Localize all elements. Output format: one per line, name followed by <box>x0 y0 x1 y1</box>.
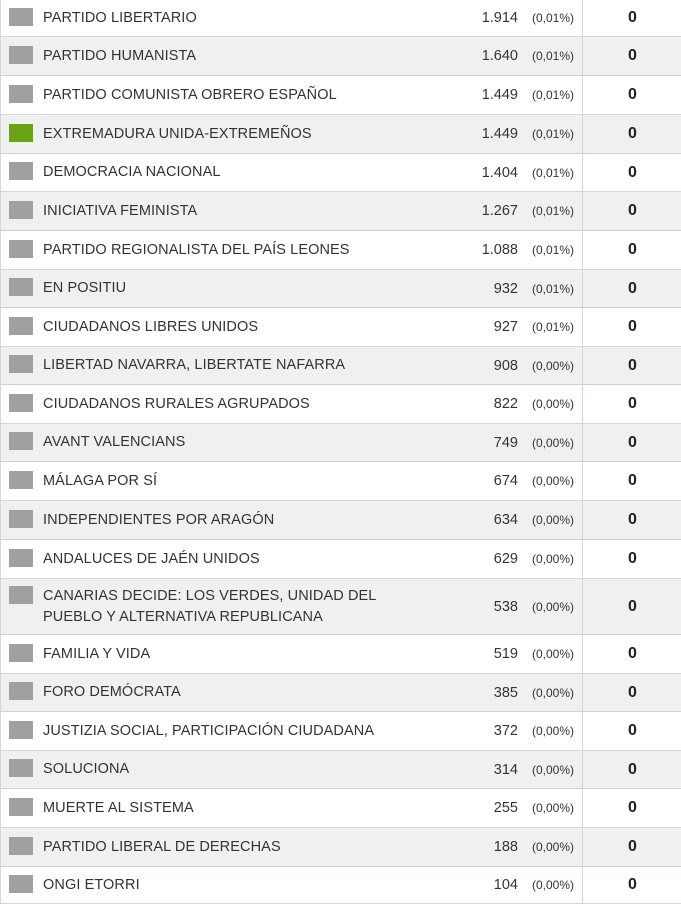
votes-value: 372 <box>493 723 518 739</box>
party-name: PARTIDO LIBERAL DE DERECHAS <box>43 838 281 855</box>
party-name: PARTIDO LIBERTARIO <box>43 9 197 26</box>
percentage-value: (0,00%) <box>532 474 575 488</box>
party-cell <box>1 644 413 665</box>
party-cell <box>1 875 413 896</box>
percentage-value: (0,01%) <box>532 204 575 218</box>
seats-value: 0 <box>582 712 681 750</box>
party-color-swatch <box>9 586 33 604</box>
party-cell <box>1 432 413 453</box>
party-row <box>1 501 681 540</box>
party-row <box>1 674 681 712</box>
votes-value: 822 <box>493 396 518 412</box>
party-color-swatch <box>9 162 33 180</box>
party-row <box>1 751 681 789</box>
votes-value: 519 <box>493 646 518 662</box>
percentage-value: (0,00%) <box>532 878 575 892</box>
votes-value: 538 <box>493 598 518 615</box>
percentage-value: (0,01%) <box>532 49 575 63</box>
votes-value: 634 <box>493 512 518 528</box>
party-color-swatch <box>9 759 33 777</box>
seats-value: 0 <box>582 308 681 346</box>
percentage-value: (0,00%) <box>532 801 575 815</box>
percentage-value: (0,01%) <box>532 127 575 141</box>
votes-value: 908 <box>493 357 518 374</box>
party-color-swatch <box>9 317 33 335</box>
percentage-value: (0,00%) <box>532 435 575 450</box>
party-cell <box>1 8 413 29</box>
party-name: DEMOCRACIA NACIONAL <box>43 164 221 180</box>
percentage-value: (0,00%) <box>532 724 575 738</box>
party-cell <box>1 837 413 858</box>
percentage-value: (0,01%) <box>532 281 575 296</box>
party-name: FAMILIA Y VIDA <box>43 645 151 662</box>
seats-value: 0 <box>582 462 681 500</box>
seats-value: 0 <box>582 501 681 539</box>
votes-value: 1.914 <box>481 10 518 26</box>
party-row <box>1 789 681 828</box>
votes-value: 629 <box>493 551 518 567</box>
percentage-value: (0,00%) <box>532 685 575 700</box>
votes-value: 1.404 <box>481 164 518 181</box>
party-cell <box>1 201 413 222</box>
party-name: INDEPENDIENTES POR ARAGÓN <box>43 511 275 528</box>
party-name: CIUDADANOS LIBRES UNIDOS <box>43 318 259 335</box>
party-color-swatch <box>9 278 33 296</box>
seats-value: 0 <box>582 0 681 36</box>
seats-value: 0 <box>582 579 681 634</box>
votes-value: 1.449 <box>481 87 518 103</box>
party-name: ANDALUCES DE JAÉN UNIDOS <box>43 550 260 567</box>
percentage-value: (0,00%) <box>532 762 575 777</box>
party-color-swatch <box>9 644 33 662</box>
party-name: EXTREMADURA UNIDA-EXTREMEÑOS <box>43 125 312 142</box>
votes-value: 1.088 <box>481 242 518 258</box>
percentage-value: (0,00%) <box>532 840 575 854</box>
votes-value: 1.267 <box>481 203 518 219</box>
party-cell <box>1 510 413 531</box>
votes-value: 385 <box>493 684 518 701</box>
party-row <box>1 0 681 37</box>
seats-value: 0 <box>582 192 681 230</box>
party-cell <box>1 46 413 67</box>
party-color-swatch <box>9 240 33 258</box>
party-color-swatch <box>9 837 33 855</box>
votes-value: 188 <box>493 839 518 855</box>
party-color-swatch <box>9 8 33 26</box>
votes-value: 749 <box>493 434 518 451</box>
party-cell <box>1 162 413 183</box>
seats-value: 0 <box>582 635 681 673</box>
party-color-swatch <box>9 549 33 567</box>
party-row <box>1 635 681 674</box>
party-name: INICIATIVA FEMINISTA <box>43 202 198 219</box>
party-row <box>1 231 681 270</box>
seats-value: 0 <box>582 231 681 269</box>
party-cell <box>1 798 413 819</box>
party-cell <box>1 278 413 299</box>
seats-value: 0 <box>582 347 681 384</box>
party-row <box>1 462 681 501</box>
party-name: SOLUCIONA <box>43 761 130 777</box>
party-row <box>1 385 681 424</box>
seats-value: 0 <box>582 674 681 711</box>
party-cell <box>1 471 413 492</box>
party-row <box>1 308 681 347</box>
party-name: MÁLAGA POR SÍ <box>43 472 158 489</box>
party-cell <box>1 586 413 628</box>
percentage-value: (0,00%) <box>532 358 575 373</box>
seats-value: 0 <box>582 424 681 461</box>
party-name: FORO DEMÓCRATA <box>43 684 181 700</box>
seats-value: 0 <box>582 37 681 75</box>
party-cell <box>1 355 413 376</box>
party-name: CANARIAS DECIDE: LOS VERDES, UNIDAD DEL PUEBLO Y ALTERNATIVA REPUBLICANA <box>43 587 376 625</box>
seats-value: 0 <box>582 867 681 903</box>
seats-value: 0 <box>582 115 681 153</box>
party-name: ONGI ETORRI <box>43 876 140 893</box>
votes-value: 1.449 <box>481 126 518 142</box>
percentage-value: (0,01%) <box>532 243 575 257</box>
party-name: PARTIDO COMUNISTA OBRERO ESPAÑOL <box>43 86 337 103</box>
seats-value: 0 <box>582 76 681 114</box>
party-cell <box>1 124 413 145</box>
seats-value: 0 <box>582 270 681 307</box>
party-color-swatch <box>9 471 33 489</box>
percentage-value: (0,01%) <box>532 320 575 334</box>
party-name: EN POSITIU <box>43 280 127 296</box>
party-color-swatch <box>9 682 33 700</box>
party-row <box>1 76 681 115</box>
party-row <box>1 867 681 904</box>
party-cell <box>1 549 413 570</box>
percentage-value: (0,00%) <box>532 513 575 527</box>
seats-value: 0 <box>582 154 681 191</box>
party-color-swatch <box>9 355 33 373</box>
seats-value: 0 <box>582 540 681 578</box>
votes-value: 104 <box>493 877 518 893</box>
party-row <box>1 540 681 579</box>
party-cell <box>1 759 413 780</box>
party-color-swatch <box>9 721 33 739</box>
party-color-swatch <box>9 85 33 103</box>
party-name: CIUDADANOS RURALES AGRUPADOS <box>43 395 310 412</box>
seats-value: 0 <box>582 751 681 788</box>
party-color-swatch <box>9 510 33 528</box>
party-row <box>1 192 681 231</box>
party-row <box>1 115 681 154</box>
seats-value: 0 <box>582 789 681 827</box>
votes-value: 314 <box>493 761 518 778</box>
votes-value: 1.640 <box>481 48 518 64</box>
percentage-value: (0,01%) <box>532 11 575 25</box>
party-color-swatch <box>9 798 33 816</box>
party-color-swatch <box>9 875 33 893</box>
party-cell <box>1 721 413 742</box>
percentage-value: (0,00%) <box>532 397 575 411</box>
party-name: PARTIDO REGIONALISTA DEL PAÍS LEONES <box>43 241 350 258</box>
votes-value: 674 <box>493 473 518 489</box>
party-color-swatch <box>9 124 33 142</box>
party-name: AVANT VALENCIANS <box>43 434 186 450</box>
votes-value: 932 <box>493 280 518 297</box>
party-row <box>1 347 681 385</box>
votes-value: 927 <box>493 319 518 335</box>
party-name: MUERTE AL SISTEMA <box>43 799 194 816</box>
party-row <box>1 712 681 751</box>
percentage-value: (0,00%) <box>532 552 575 566</box>
percentage-value: (0,00%) <box>532 599 575 614</box>
party-cell <box>1 317 413 338</box>
party-color-swatch <box>9 201 33 219</box>
party-cell <box>1 394 413 415</box>
seats-value: 0 <box>582 385 681 423</box>
party-cell <box>1 240 413 261</box>
party-row <box>1 828 681 867</box>
percentage-value: (0,00%) <box>532 647 575 661</box>
party-name: PARTIDO HUMANISTA <box>43 47 197 64</box>
party-row <box>1 579 681 635</box>
seats-value: 0 <box>582 828 681 866</box>
party-color-swatch <box>9 394 33 412</box>
party-row <box>1 154 681 192</box>
party-name: JUSTIZIA SOCIAL, PARTICIPACIÓN CIUDADANA <box>43 722 375 739</box>
party-row <box>1 270 681 308</box>
party-cell <box>1 682 413 703</box>
party-color-swatch <box>9 46 33 64</box>
party-cell <box>1 85 413 106</box>
percentage-value: (0,01%) <box>532 165 575 180</box>
party-row <box>1 37 681 76</box>
votes-value: 255 <box>493 800 518 816</box>
party-name: LIBERTAD NAVARRA, LIBERTATE NAFARRA <box>43 357 346 373</box>
party-row <box>1 424 681 462</box>
percentage-value: (0,01%) <box>532 88 575 102</box>
party-color-swatch <box>9 432 33 450</box>
